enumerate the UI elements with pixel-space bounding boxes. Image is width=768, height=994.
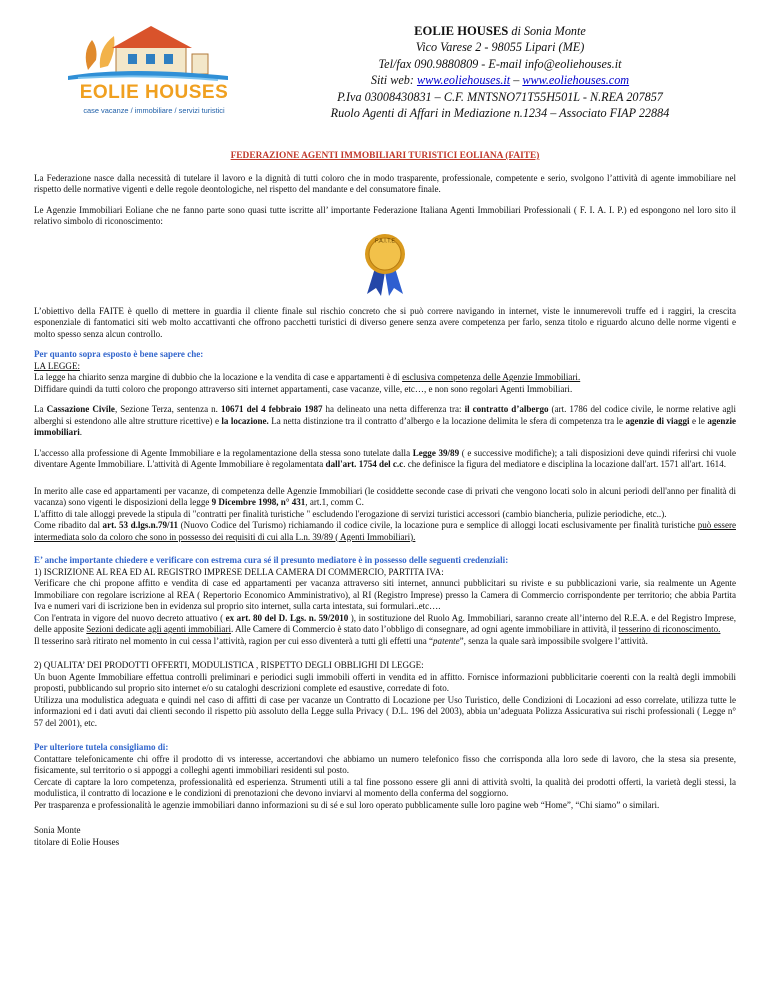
- company-owner: di Sonia Monte: [508, 24, 586, 38]
- signature: [34, 825, 736, 848]
- logo-house-icon: [68, 26, 228, 80]
- cred3-b: patente: [433, 635, 460, 646]
- company-info: [270, 23, 730, 121]
- company-name-line: [270, 23, 730, 39]
- document-title: FEDERAZIONE AGENTI IMMOBILIARI TURISTICI EOLIANA (FAITE): [230, 151, 540, 161]
- hol-a: In merito alle case ed appartamenti per vacanze, di competenza delle Agenzie Immobiliari (le cosiddette seconde case di privati che vengono locati solo in alcuni periodi dell'anno per finalità di vacanza) sono vigenti le disposizioni della legge: [34, 485, 736, 507]
- section-advice-heading: Per ulteriore tutela consigliamo di:: [34, 742, 169, 752]
- hol-b: 9 Dicembre 1998, n° 431: [211, 497, 306, 507]
- paragraph-agencies: Le Agenzie Immobiliari Eoliane che ne fanno parte sono quasi tutte iscritte all’ importante Federazione Italiana Agenti Immobiliari Professionali ( F. I. A. I. P.) ed espongono nel loro sito il relativo simbolo di riconoscimento:: [34, 204, 736, 226]
- hol-d: L'affitto di tale alloggi prevede la stipula di "contratti per finalità turistiche " escludendo l'erogazione di servizi turistici accessori (cambio biancheria, pulizie periodiche, etc..).: [34, 508, 667, 519]
- cred2-a: Con l'entrata in vigore del nuovo decreto attuativo (: [34, 612, 226, 623]
- advice-text-1: Contattare telefonicamente chi offre il prodotto di vs interesse, accertandovi che abbiamo un numero telefonico fisso che corrisponda alla loro sede di lavoro, che la stesa sia presente, fisicamente, sul territorio o si appoggi a colleghi agenti immobiliari residenti sul posto.: [34, 753, 736, 775]
- company-address: Vico Varese 2 - 98055 Lipari (ME): [415, 40, 585, 55]
- section-credentials: [34, 555, 736, 647]
- company-name: EOLIE HOUSES: [414, 24, 509, 38]
- credentials-text-1: Verificare che chi propone affitto e vendita di case ed appartamenti per vacanza attraverso siti internet, annunci pubblicitari su riviste e su pubblicazioni varie, sia realmente un Agente Immobiliare con regolare iscrizione al REA ( Repertorio Economico Amministrativo), al RI (Registro Imprese) presso la Camera di Commercio corrispondente per territorio; che abbia Partita Iva e numeri vari di iscrizione ben in evidenza sul proprio sito internet, sulla carta intestata, sui formulari..etc….: [34, 578, 736, 611]
- section-law-heading: Per quanto sopra esposto è bene sapere che:: [34, 349, 204, 359]
- company-contact: Tel/fax 090.9880809 - E-mail info@eoliehouses.it: [378, 56, 622, 71]
- paragraph-profession: [34, 448, 736, 471]
- cass-k: e le: [689, 415, 708, 426]
- prof-c: ( e successive modifiche); a tali disposizioni deve quindi riferirsi chi vuole diventare Agente Immobiliare. L'attività di Agente Immobiliare è regolamentata: [34, 447, 736, 469]
- cred2-c: ), in sostituzione del Ruolo Ag. Immobiliari, saranno create all’interno del R.E.A. e del Registro Imprese, delle apposite: [34, 612, 737, 634]
- credentials-item-1: 1) ISCRIZIONE AL REA ED AL REGISTRO IMPRESE DELLA CAMERA DI COMMERCIO, PARTITA IVA:: [34, 566, 444, 577]
- logo-text: EOLIE HOUSES: [79, 82, 229, 103]
- web-separator: –: [510, 73, 523, 88]
- quality-text-2: Utilizza una modulistica adeguata e quindi nel caso di affitti di case per vacanze un Contratto di Locazione per Uso Turistico, delle Condizioni di Locazioni ad esso correlate, utilizza tutte le informazioni ed i dati avuti dai clienti secondo il rispetto più assoluto della Legge sulla Privacy ( D.L. 196 del 2003), abbia un’adeguata Polizza Assicurativa sui rischi professionali ( Legge n° 57 del 2001), etc.: [34, 694, 736, 728]
- eolie-houses-logo: [58, 18, 248, 120]
- cass-j: agenzie di viaggi: [625, 415, 690, 426]
- web-prefix: Siti web:: [370, 73, 417, 88]
- paragraph-objective: L’obiettivo della FAITE è quello di mettere in guardia il cliente finale sul rischio concreto che si può correre navigando in internet, viste le innumerevoli truffe ed i raggiri, la crescita esponenziale di fantomatici siti web molto accattivanti che offrono pacchetti turistici di diverso genere senza avere competenza per farlo, senza titolo e riguardo alcuno delle norme vigenti e molto spesso senza alcun controllo.: [34, 305, 736, 339]
- hol-g: (Nuovo Codice del Turismo) richiamando il codice civile, la locazione pura e semplice di alloggi locati esclusivamente per finalità turistiche: [178, 520, 698, 530]
- section-credentials-heading: E’ anche importante chiedere e verificare con estrema cura sé il presunto mediatore è in possesso delle seguenti credenziali:: [34, 555, 509, 565]
- hol-e: Come ribadito dal: [34, 520, 103, 530]
- prof-b: Legge 39/89: [412, 447, 460, 458]
- prof-e: . che definisce la figura del mediatore e disciplina la locazione dall'art. 1571 all'art. 1614.: [403, 459, 726, 469]
- signature-role: titolare di Eolie Houses: [34, 836, 120, 847]
- paragraph-holiday-homes: [34, 486, 736, 544]
- hol-f: art. 53 d.lgs.n.79/11: [102, 520, 179, 530]
- logo-tagline: case vacanze / immobiliare / servizi turistici: [83, 106, 225, 115]
- hol-c: , art.1, comm C.: [305, 497, 364, 507]
- website-link-com[interactable]: www.eoliehouses.com: [522, 73, 630, 88]
- cred2-f: tesserino di riconoscimento.: [618, 624, 721, 634]
- cass-d: 10671 del 4 febbraio 1987: [220, 404, 323, 414]
- cass-m: .: [79, 427, 82, 437]
- paragraph-intro: La Federazione nasce dalla necessità di tutelare il lavoro e la dignità di tutti coloro che in modo trasparente, professionale, competente e serio, svolgono l’attività di agente immobiliare nel rispetto delle normative vigenti e delle regole deontologiche, nel rispetto del mandante e del consumatore finale.: [34, 172, 736, 194]
- law-label: LA LEGGE:: [34, 360, 80, 371]
- quality-item-2: 2) QUALITA’ DEI PRODOTTI OFFERTI, MODULISTICA , RISPETTO DEGLI OBBLIGHI DI LEGGE:: [34, 660, 424, 670]
- quality-text-1: Un buon Agente Immobiliare effettua controlli preliminari e periodici sugli immobili offerti in vendita ed in affitto. Fornisce informazioni pubblicitarie coerenti con la realtà degli immobili proposti, pubblicando sul proprio sito internet e/o su cataloghi descrizioni complete ed esaustive, corredate di foto.: [34, 671, 736, 693]
- law-warning: Diffidare quindi da tutti coloro che propongo attraverso siti internet appartamenti, case vacanze, ville, etc…, e non sono regolari Agenti Immobiliari.: [34, 383, 573, 394]
- cass-i: La netta distinzione tra il contratto d’albergo e la locazione delimita le sfera di competenza tra le: [268, 415, 626, 426]
- cred2-e: . Alle Camere di Commercio è stato dato l’obbligo di consegnare, ad ogni agente immobiliare in attività, il: [230, 624, 619, 634]
- advice-text-3: Per trasparenza e professionalità le agenzie immobiliari danno informazioni su di sé e sul loro operato pubblicamente sulle loro pagine web “Home”, “Chi siamo” o similari.: [34, 799, 660, 810]
- prof-d: dall'art. 1754 del c.c: [325, 459, 404, 469]
- badge-label: F.A.I.T.E: [374, 238, 396, 244]
- section-advice: [34, 742, 736, 811]
- prof-a: L'accesso alla professione di Agente Immobiliare e la regolamentazione della stessa sono tutelate dalla: [34, 447, 413, 458]
- company-vat: P.Iva 03008430831 – C.F. MNTSNO71T55H501L - N.REA 207857: [337, 89, 663, 104]
- cass-f: il contratto d’albergo: [464, 404, 549, 414]
- cass-g: (art. 1786 del codice civile, le norme relative agli alberghi si estendono alle altre strutture ricettive) e: [34, 404, 736, 426]
- section-quality: [34, 660, 736, 729]
- website-link-it[interactable]: www.eoliehouses.it: [416, 73, 511, 88]
- cred2-b: ex art. 80 del D. Lgs. n. 59/2010: [225, 612, 351, 623]
- company-registry: Ruolo Agenti di Affari in Mediazione n.1234 – Associato FIAP 22884: [330, 106, 670, 121]
- company-websites: [270, 72, 730, 88]
- cred3-a: Il tesserino sarà ritirato nel momento in cui cessa l’attività, ragion per cui esso diventerà a tutti gli effetti una “: [34, 635, 434, 646]
- section-law: [34, 349, 736, 395]
- cass-l: agenzie immobiliari: [34, 415, 736, 437]
- document-body: [34, 151, 736, 857]
- advice-text-2: Cercate di captare la loro competenza, professionalità ed esperienza. Strumenti utili a tal fine possono essere gli anni di attività svolti, la qualità dei prodotti offerti, la varietà degli stessi, la modulistica, il contratto di locazione e le condizioni di prenotazioni che devono inviarvi al momento della conferma del soggiorno.: [34, 776, 736, 798]
- cass-e: ha delineato una netta differenza tra:: [322, 404, 465, 414]
- cred3-c: ”, senza la quale sarà impossibile svolgere l’attività.: [459, 635, 648, 646]
- cass-h: la locazione.: [221, 415, 269, 426]
- paragraph-cassazione: [34, 404, 736, 439]
- law-text: La legge ha chiarito senza margine di dubbio che la locazione e la vendita di case e appartamenti è di: [34, 372, 403, 382]
- faite-rosette-badge-icon: [359, 232, 411, 298]
- cred2-d: Sezioni dedicate agli agenti immobiliari: [86, 624, 231, 634]
- cass-a: La: [34, 404, 47, 414]
- law-text-underlined: esclusiva competenza delle Agenzie Immobiliari.: [402, 372, 581, 382]
- signature-name: Sonia Monte: [34, 825, 81, 835]
- cass-c: , Sezione Terza, sentenza n.: [114, 404, 221, 414]
- cass-b: Cassazione Civile: [46, 404, 115, 414]
- hol-h: può essere intermediata solo da coloro che sono in possesso dei requisiti di cui alla L.n. 39/89 ( Agenti Immobiliari).: [34, 520, 736, 542]
